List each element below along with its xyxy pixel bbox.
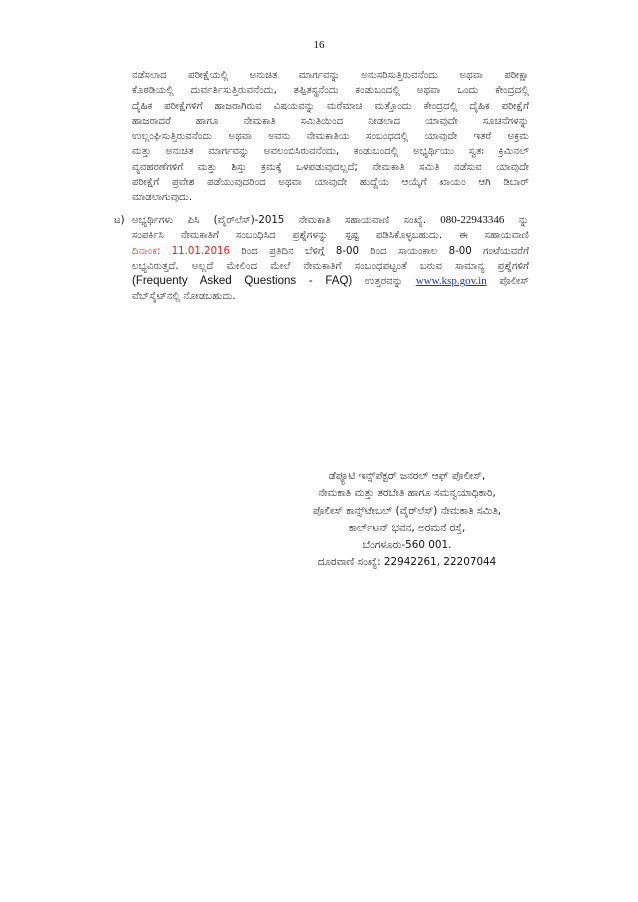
helpline-phone: 080-22943346 bbox=[440, 214, 505, 226]
phone-numbers: ದೂರವಾಣಿ ಸಂಖ್ಯೆ: 22942261, 22207044 bbox=[317, 556, 497, 569]
text-line bbox=[132, 274, 529, 289]
signatory-role: ನೇಮಕಾತಿ ಮತ್ತು ತರಬೇತಿ ಹಾಗೂ ಸಮನ್ವಯಾಧಿಕಾರಿ, bbox=[318, 487, 496, 500]
paragraph-helpline bbox=[114, 213, 529, 305]
date-label: ದಿನಾಂಕ: 11.01.2016 bbox=[132, 245, 231, 257]
text-line: ಉಲ್ಲಂಘಿಸುತ್ತಿರುವನೆಂದು ಅಥವಾ ಅವನು ನೇಮಕಾತಿಯ ಸಂಬಂಧದಲ್ಲಿ ಯಾವುದೇ ಇತರೆ ಅಕ್ರಮ bbox=[132, 131, 529, 143]
committee-name: ಪೊಲೀಸ್ ಕಾನ್ಸ್‌ಟೇಬಲ್ (ವೈರ್‌ಲೆಸ್) ನೇಮಕಾತಿ ಸಮಿತಿ, bbox=[312, 504, 502, 517]
text-line: ದೈಹಿಕ ಪರೀಕ್ಷೆಗಳಿಗೆ ಹಾಜರಾಗಿರುವ ವಿಷಯವನ್ನು ಮರೆಮಾಚಿ ಮತ್ತೊಂದು ಕೇಂದ್ರದಲ್ಲಿ ದೈಹಿಕ ಪರೀಕ್ಷೆಗೆ bbox=[132, 100, 529, 112]
city-pincode: ಬೆಂಗಳೂರು-560 001. bbox=[362, 539, 452, 552]
text-line: ಲಭ್ಯವಿರುತ್ತದೆ. ಅಲ್ಲದೆ ಮೇಲಿಂದ ಮೇಲೆ ನೇಮಕಾತಿಗೆ ಸಂಬಂಧಪಟ್ಟಂತೆ ಬರುವ ಸಾಮಾನ್ಯ ಪ್ರಶ್ನೆಗಳಿಗೆ bbox=[132, 260, 529, 272]
paragraph-malpractice bbox=[132, 68, 529, 206]
text-line: ಸಂಪರ್ಕಿಸಿ ನೇಮಕಾತಿಗೆ ಸಂಬಂಧಿಸಿದ ಪ್ರಶ್ನೆಗಳನ್ನು ಸ್ಪಷ್ಟ ಪಡಿಸಿಕೊಳ್ಳಬಹುದು. ಈ ಸಹಾಯವಾಣಿ bbox=[132, 230, 529, 242]
text-line: ಪರೀಕ್ಷೆಗೆ ಪ್ರವೇಶ ಪಡೆಯುವುದರಿಂದ ಅಥವಾ ಯಾವುದೇ ಹುದ್ದೆಯ ಆಯ್ಕೆಗೆ ಖಾಯಂ ಆಗಿ ಡಿಬಾರ್ bbox=[132, 177, 529, 189]
text-line: ಮತ್ತು ಅನುಚಿತ ಮಾರ್ಗವನ್ನು ಅವಲಂಬಿಸಿರುವನೆಂದು, ಕಂಡುಬಂದಲ್ಲಿ ಅಭ್ಯರ್ಥಿಯು ಸ್ವತಃ ಕ್ರಿಮಿನಲ್ bbox=[132, 146, 529, 158]
signature-block bbox=[272, 468, 542, 572]
signatory-title: ಡೆಪ್ಯೂಟಿ ಇನ್ಸ್‌ಪೆಕ್ಟರ್ ಜನರಲ್ ಆಫ್ ಪೊಲೀಸ್, bbox=[328, 470, 486, 482]
text-line: ವೆಬ್‌ಸೈಟ್‌ನಲ್ಲಿ ನೋಡಬಹುದು. bbox=[132, 291, 236, 303]
helpline-intro: ಅಭ್ಯರ್ಥಿಗಳು ಪಿಸಿ (ವೈರ್‌ಲೆಸ್)-2015 ನೇಮಕಾತಿ ಸಹಾಯವಾಣಿ ಸಂಖ್ಯೆ. bbox=[132, 215, 427, 226]
address-line: ಕಾರ್ಲ್‌ಟನ್ ಭವನ, ಅರಮನೆ ರಸ್ತೆ, bbox=[348, 521, 466, 534]
text-line: ವ್ಯವಹರಣೆಗಳಿಗೆ ಮತ್ತು ಶಿಸ್ತು ಕ್ರಮಕ್ಕೆ ಒಳಪಡುವುದಲ್ಲದೆ; ನೇಮಕಾತಿ ಸಮಿತಿ ನಡೆಸುವ ಯಾವುದೇ bbox=[132, 161, 529, 173]
text-line bbox=[132, 213, 529, 228]
text-line: ಮಾಡಲಾಗುವುದು. bbox=[132, 192, 193, 204]
helpline-hours: ರಿಂದ ಪ್ರತಿದಿನ ಬೆಳಿಗ್ಗೆ 8-00 ರಿಂದ ಸಾಯಂಕಾಲ 8-00 ಗಂಟೆಯವರೆಗೆ bbox=[241, 245, 529, 257]
police-text: ಪೊಲೀಸ್ bbox=[499, 276, 529, 288]
answers-text: ಉತ್ತರವನ್ನು bbox=[365, 276, 403, 288]
faq-label: (Frequenty Asked Questions - FAQ) bbox=[132, 275, 353, 288]
website-link[interactable]: www.ksp.gov.in bbox=[415, 275, 487, 288]
helpline-suffix: ನ್ನು bbox=[518, 215, 529, 226]
text-line bbox=[132, 244, 529, 259]
text-line: ನಡೆಸಲಾದ ಪರೀಕ್ಷೆಯಲ್ಲಿ ಅನುಚಿತ ಮಾರ್ಗವನ್ನು ಅನುಸರಿಸುತ್ತಿರುವನೆಂದು ಅಥವಾ ಪರೀಕ್ಷಾ bbox=[132, 70, 529, 81]
list-marker: ಟ) bbox=[114, 215, 125, 226]
text-line: ಹಾಜರಾದರೆ ಹಾಗೂ ನೇಮಕಾತಿ ಸಮಿತಿಯಿಂದ ನೀಡಲಾದ ಯಾವುದೇ ಸೂಚನೆಗಳನ್ನು bbox=[132, 115, 529, 127]
page-number: 16 bbox=[313, 39, 325, 51]
text-line: ಕೊಠಡಿಯಲ್ಲಿ ದುರ್ವರ್ತಿಸುತ್ತಿರುವನೆಂದು, ತಪ್ಪಿತಸ್ಥನೆಂದು ಕಂಡುಬಂದಲ್ಲಿ ಅಥವಾ ಒಂದು ಕೇಂದ್ರದಲ್ಲಿ bbox=[132, 85, 529, 97]
